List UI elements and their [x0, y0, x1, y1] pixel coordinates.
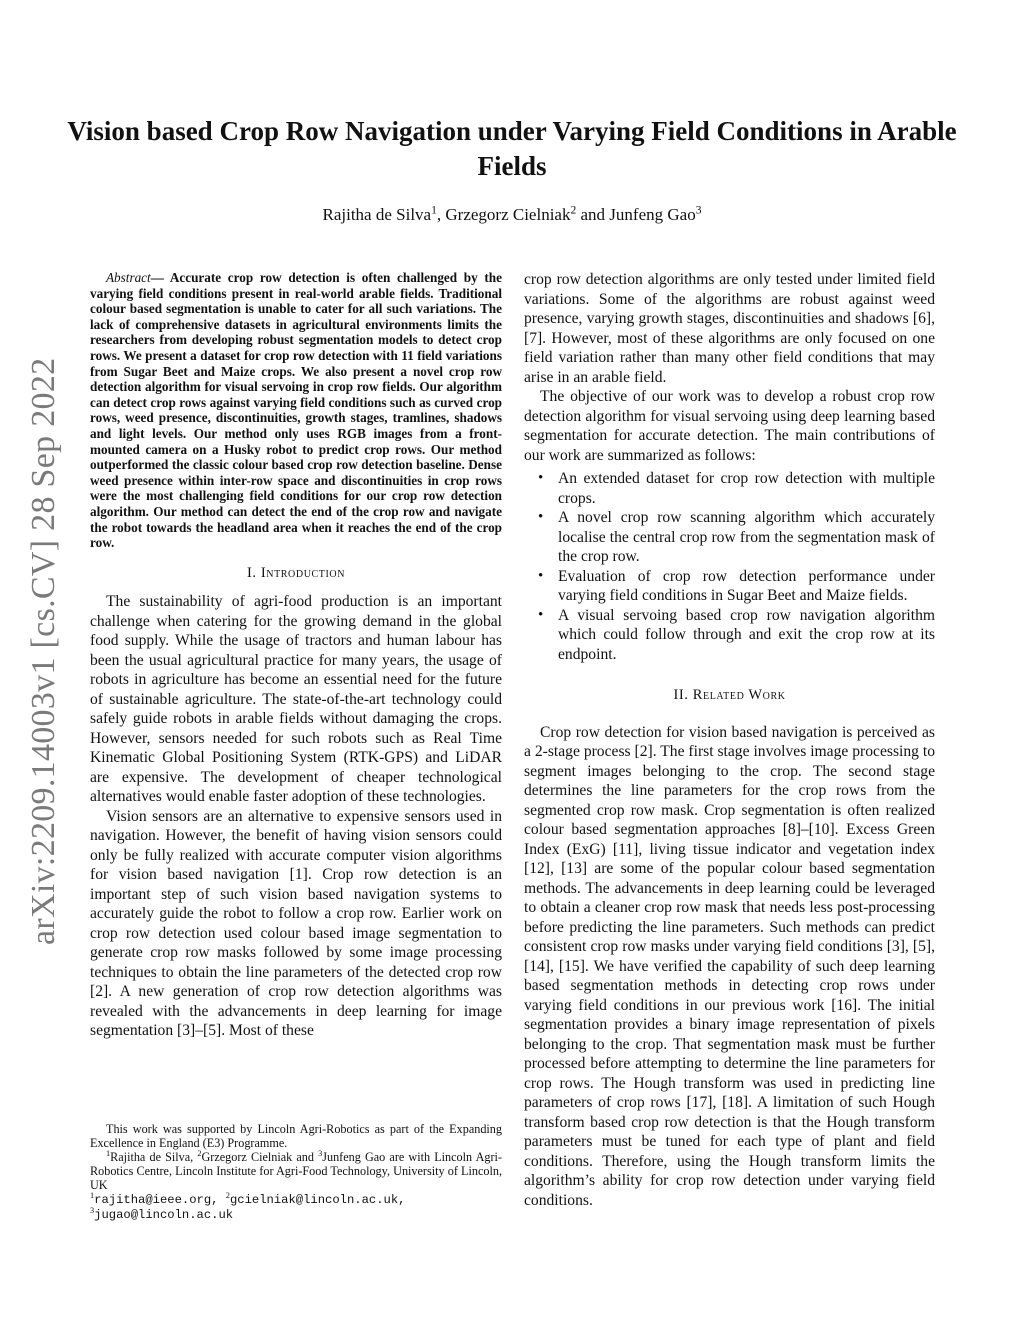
author-affiliation-mark: 1: [431, 203, 437, 217]
funding-footnote: This work was supported by Lincoln Agri-Robotics as part of the Expanding Excellence in England (E3) Programme.: [90, 1122, 502, 1150]
paper-title: Vision based Crop Row Navigation under Varying Field Conditions in Arable Fields: [67, 116, 957, 181]
section-heading-related-work: II. Related Work: [673, 687, 786, 703]
paragraph: The objective of our work was to develop a robust crop row detection algorithm for visual servoing using deep learning based segmentation for accurate detection. The main contributions of our work are summarized as follows:: [524, 388, 935, 464]
list-item: • An extended dataset for crop row detection with multiple crops.: [524, 469, 935, 508]
author-list: [60, 205, 964, 225]
author-separator: ,: [436, 205, 446, 224]
footnote-mark: 3: [318, 1148, 323, 1158]
abstract: [90, 270, 502, 551]
arxiv-identifier-stamp: arXiv:2209.14003v1 [cs.CV] 28 Sep 2022: [25, 357, 62, 945]
footnote-mark: 1: [90, 1190, 95, 1200]
list-item: • A novel crop row scanning algorithm which accurately localise the central crop row from the segmentation mask of the crop row.: [524, 508, 935, 567]
footnote-mark: 2: [225, 1190, 230, 1200]
contributions-list: [524, 469, 935, 664]
footnotes: [90, 1122, 502, 1222]
affiliation-footnote: [90, 1150, 502, 1192]
paragraph: Crop row detection for vision based navigation is perceived as a 2-stage process [2]. The first stage involves image processing to segment images belonging to the crop. The second stage determines the line parameters for the crop rows from the segmented crop row mask. Crop segmentation is often realized colour based segmentation approaches [8]–[10]. Excess Green Index (ExG) [11], living tissue indicator and vegetation index [12], [13] are some of the popular colour based segmentation methods. The advancements in deep learning could be leveraged to obtain a cleaner crop row mask that needs less post-processing before predicting the line parameters. Such methods can predict consistent crop row masks under varying field conditions [3], [5], [14], [15]. We have verified the capability of such deep learning based segmentation methods in detecting crop rows under varying field conditions in our previous work [16]. The initial segmentation provides a binary image representation of pixels belonging to the crop. That segmentation mask must be further processed before attempting to determine the line parameters for crop rows. The Hough transform was used in predicting line parameters of crop rows [17], [18]. A limitation of such Hough transform based crop row detection is that the Hough transform parameters must be tuned for each type of plant and field conditions. Therefore, using the Hough transform limits the algorithm’s ability for crop row detection under varying field conditions.: [524, 723, 935, 1209]
email-footnote: [90, 1192, 502, 1222]
footnote-mark: 2: [197, 1148, 202, 1158]
email-address: rajitha@ieee.org,: [94, 1193, 226, 1207]
list-item: • Evaluation of crop row detection performance under varying field conditions in Sugar Beet and Maize fields.: [524, 567, 935, 606]
paragraph: The sustainability of agri-food production is an important challenge when catering for the growing demand in the global food supply. While the usage of tractors and human labour has been the usual agricultural practice for many years, the usage of robots in agriculture has become an essential need for the future of sustainable agriculture. The state-of-the-art technology could safely guide robots in arable fields without damaging the crops. However, sensors needed for such robots such as Real Time Kinematic Global Positioning System (RTK-GPS) and LiDAR are expensive. The development of cheaper technological alternatives would enable faster adoption of these technologies.: [90, 593, 502, 806]
email-address: jugao@lincoln.ac.uk: [94, 1208, 234, 1222]
right-column: [524, 270, 935, 1210]
list-item: • A visual servoing based crop row navigation algorithm which could follow through and exit the crop row at its endpoint.: [524, 606, 935, 665]
abstract-text: Accurate crop row detection is often challenged by the varying field conditions present in real-world arable fields. Traditional colour based segmentation is unable to cater for all such variations. The lack of comprehensive datasets in agricultural environments limits the researchers from developing robust segmentation models to detect crop rows. We present a dataset for crop row detection with 11 field variations from Sugar Beet and Maize crops. We also present a novel crop row detection algorithm for visual servoing in crop row fields. Our algorithm can detect crop rows against varying field conditions such as curved crop rows, weed presence, discontinuities, growth stages, tramlines, shadows and light levels. Our method only uses RGB images from a front-mounted camera on a Husky robot to predict crop rows. Our method outperformed the classic colour based crop row detection baseline. Dense weed presence within inter-row space and discontinuities in crop rows were the most challenging field conditions for our crop row detection algorithm. Our method can detect the end of the crop row and navigate the robot towards the headland area when it reaches the end of the crop row.: [90, 270, 502, 551]
section-heading-introduction: I. Introduction: [246, 564, 346, 581]
abstract-label: Abstract: [106, 270, 151, 285]
footnote-mark: 3: [90, 1205, 95, 1215]
footnote-text: Rajitha de Silva,: [110, 1150, 198, 1164]
email-address: gcielniak@lincoln.ac.uk,: [229, 1193, 406, 1207]
paragraph: crop row detection algorithms are only tested under limited field variations. Some of the algorithms are robust against weed presence, varying growth stages, discontinuities and shadows [6], [7]. However, most of these algorithms are only focused on one field variation rather than many other field conditions that may arise in an arable field.: [524, 271, 935, 386]
left-column: [90, 270, 502, 1041]
footnote-text: Grzegorz Cielniak and: [201, 1150, 319, 1164]
paragraph: Vision sensors are an alternative to expensive sensors used in navigation. However, the benefit of having vision sensors could only be fully realized with accurate computer vision algorithms for vision based navigation [1]. Crop row detection is an important step of such vision based navigation systems to accurately guide the robot to follow a crop row. Earlier work on crop row detection used colour based image segmentation to generate crop row masks followed by some image processing techniques to obtain the line parameters of the detected crop row [2]. A new generation of crop row detection algorithms was revealed with the advancements in deep learning for image segmentation [3]–[5]. Most of these: [90, 807, 502, 1040]
author-affiliation-mark: 2: [570, 203, 577, 217]
author-separator: and: [576, 205, 610, 224]
abstract-dash: —: [150, 270, 170, 285]
footnote-mark: 1: [106, 1148, 111, 1158]
author-name: Grzegorz Cielniak: [445, 205, 571, 224]
footnote-text: Junfeng Gao are with Lincoln Agri-Robotics Centre, Lincoln Institute for Agri-Food Technology, University of Lincoln, UK: [90, 1150, 502, 1192]
author-name: Junfeng Gao: [609, 205, 696, 224]
author-affiliation-mark: 3: [695, 203, 702, 217]
author-name: Rajitha de Silva: [322, 205, 432, 224]
